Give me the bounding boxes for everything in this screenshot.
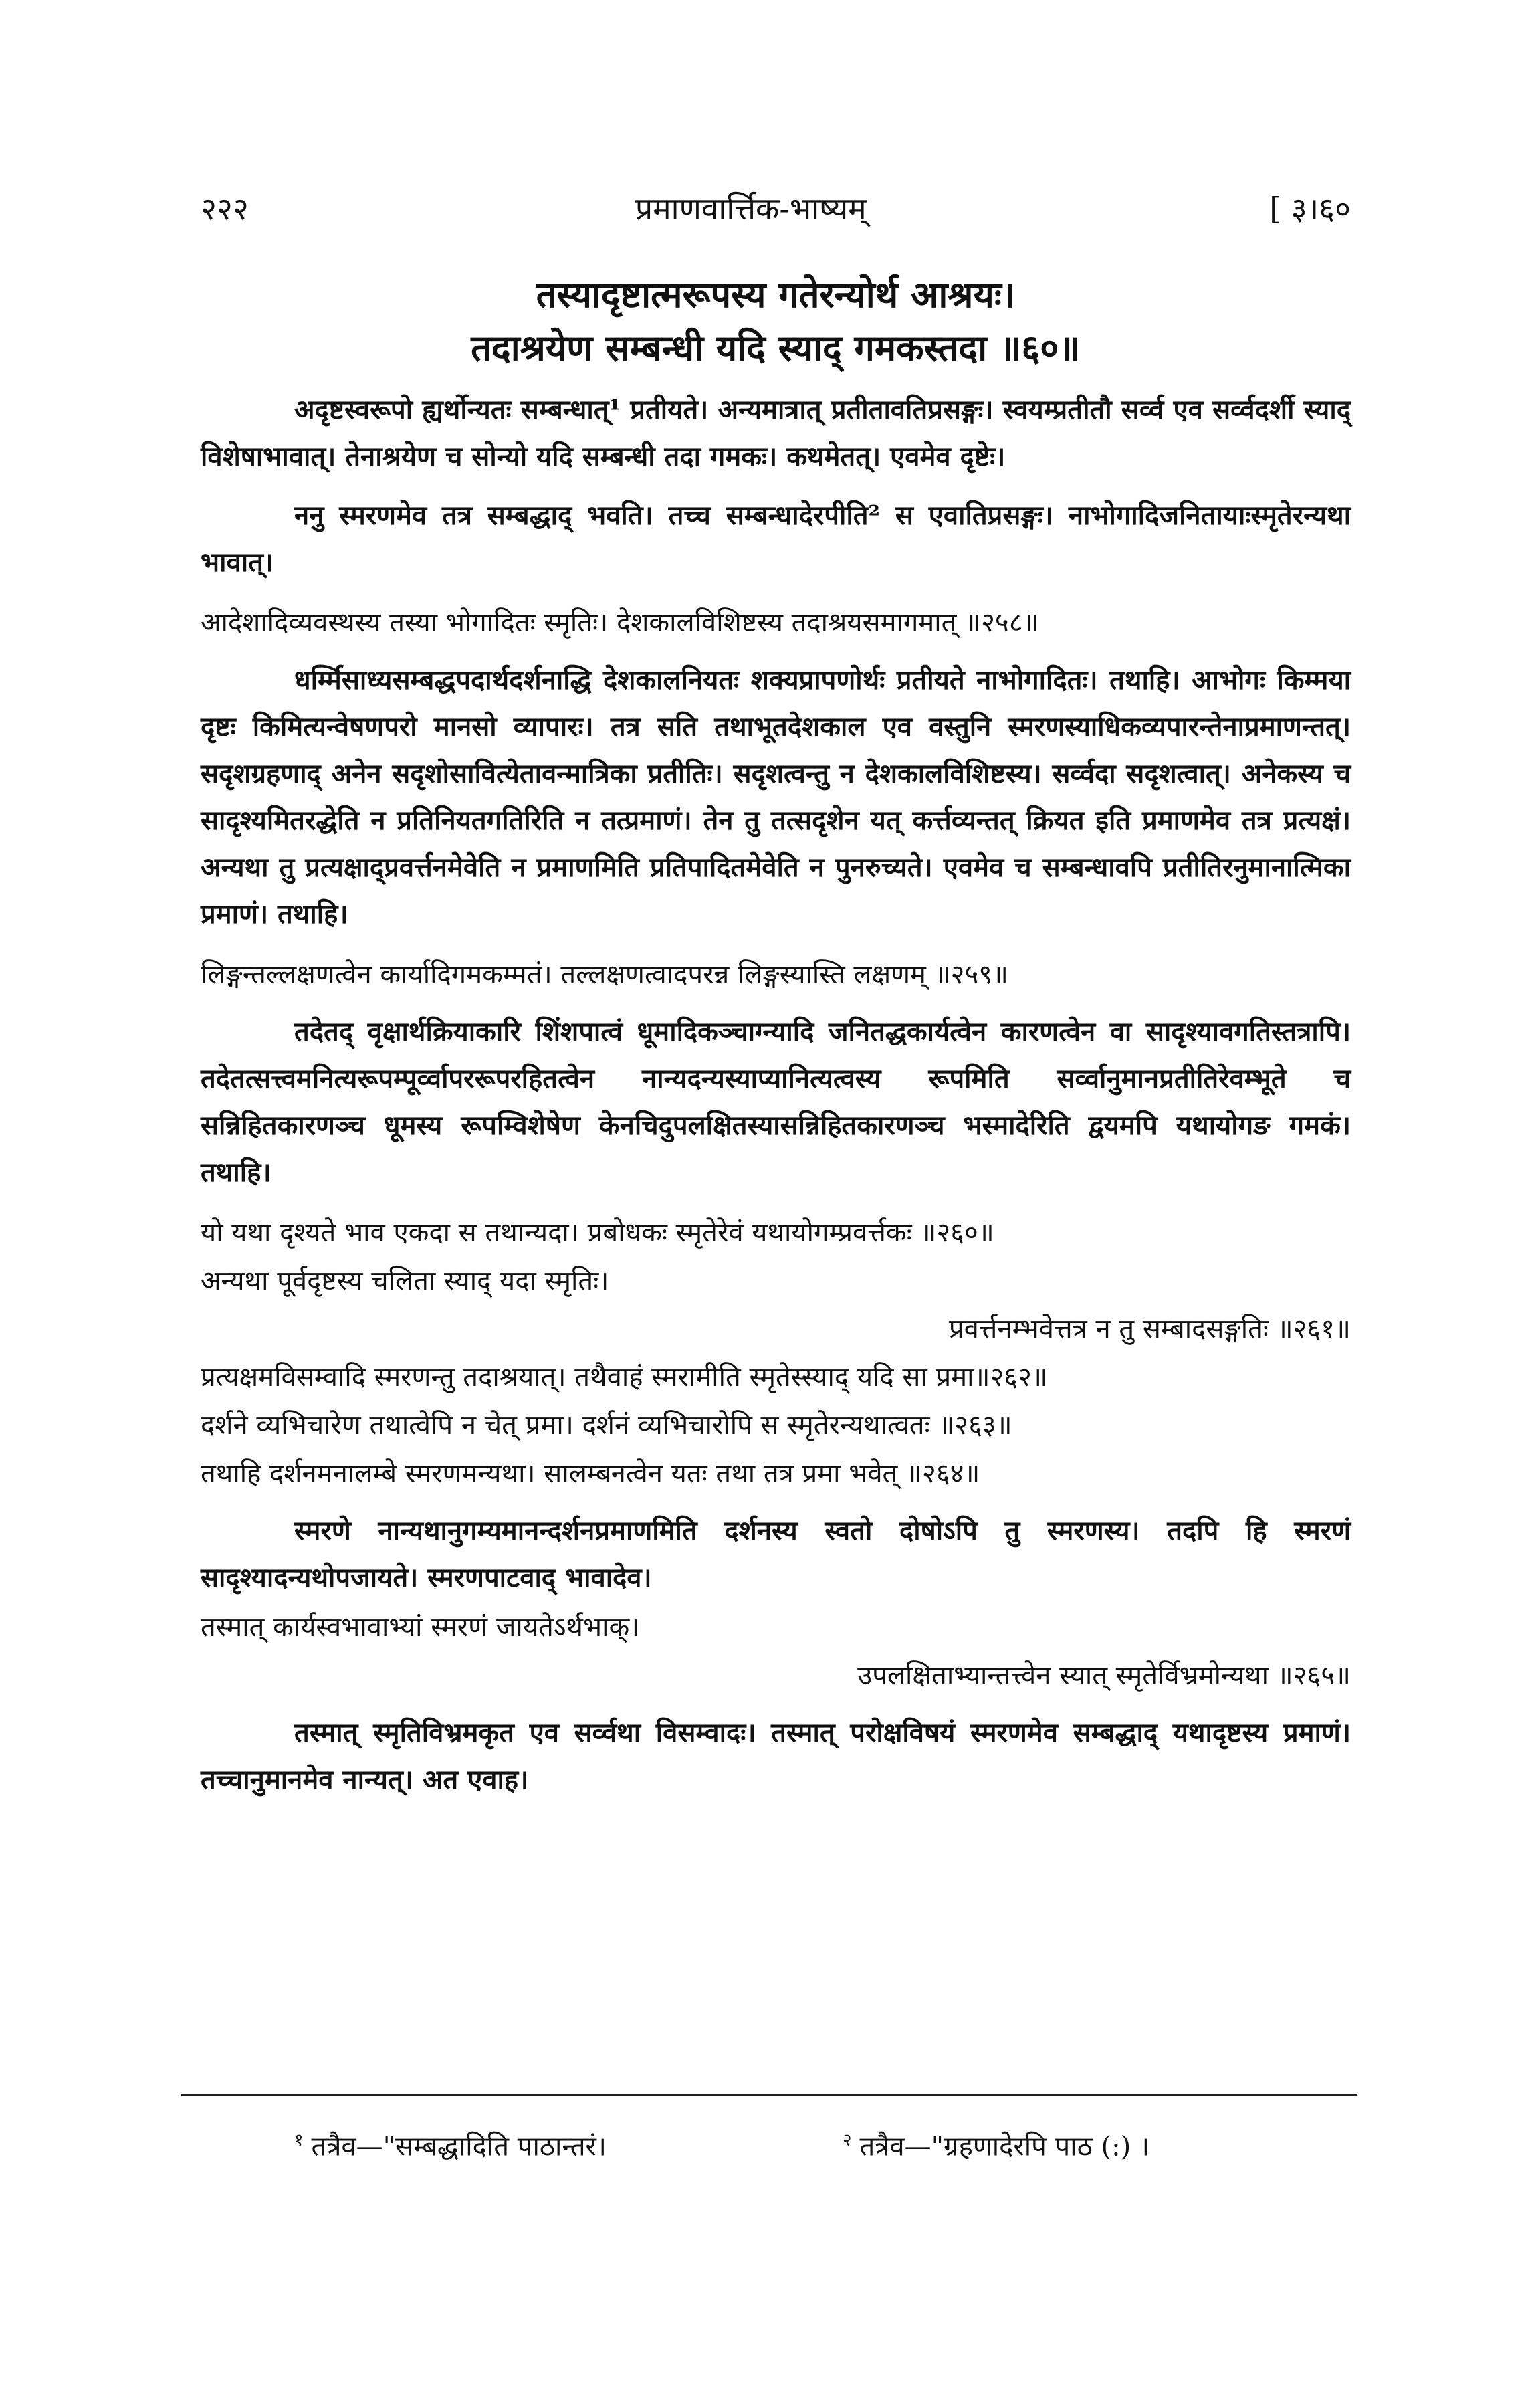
commentary-paragraph: स्मरणे नान्यथानुगम्यमानन्दर्शनप्रमाणमिति दर्शनस्य स्वतो दोषोऽपि तु स्मरणस्य। तदपि हि स्मरणं सादृश्यादन्यथोपजायते। स्मरणपाटवाद् भावादेव। [201,1515,1351,1593]
verse-reference: [ ३।६० [1269,191,1351,227]
footnote-marker: २ [843,2130,852,2150]
main-verse-line-2: तदाश्रयेण सम्बन्धी यदि स्याद् गमकस्तदा ॥६०॥ [471,326,1081,369]
page-header [201,181,1351,234]
commentary-paragraph: तदेतद् वृक्षार्थक्रियाकारि शिंशपात्वं धूमादिकञ्चाग्न्यादि जनितद्धकार्यत्वेन कारणत्वेन वा सादृश्यावगतिस्तत्रापि। तदेतत्सत्त्वमनित्यरूपम्पूर्व्वापररूपरहितत्वेन नान्यदन्यस्याप्यानित्यत्वस्य रूपमिति सर्व्वानुमानप्रतीतिरेवम्भूते च सन्निहितकारणञ्च धूमस्य रूपम्विशेषेण केनचिदुपलक्षितस्यासन्निहितकारणञ्च भस्मादेरिति द्वयमपि यथायोगङ गमकं। तथाहि। [201,1016,1351,1188]
karika-verse: तथाहि दर्शनमनालम्बे स्मरणमन्यथा। सालम्बनत्वेन यतः तथा तत्र प्रमा भवेत् ॥२६४॥ [201,1458,980,1489]
karika-verse: लिङ्गन्तल्लक्षणत्वेन कार्यादिगमकम्मतं। तल्लक्षणत्वादपरन्न लिङ्गस्यास्ति लक्षणम् ॥२५९॥ [201,959,1009,990]
karika-verse: प्रवर्त्तनम्भवेत्तत्र न तु सम्बादसङ्गतिः ॥२६१॥ [948,1314,1351,1344]
running-title: प्रमाणवार्त्तिक-भाष्यम् [635,191,867,227]
karika-verse: उपलक्षिताभ्यान्तत्त्वेन स्यात् स्मृतेर्विभ्रमोन्यथा ॥२६५॥ [857,1660,1351,1691]
footnote-2 [843,2120,1149,2167]
footnote-marker: १ [294,2130,304,2150]
karika-verse: अन्यथा पूर्वदृष्टस्य चलिता स्याद् यदा स्मृतिः। [201,1266,609,1296]
commentary-paragraph: तस्मात् स्मृतिविभ्रमकृत एव सर्व्वथा विसम्वादः। तस्मात् परोक्षविषयं स्मरणमेव सम्बद्धाद् यथादृष्टस्य प्रमाणं। तच्चानुमानमेव नान्यत्। अत एवाह। [201,1717,1351,1795]
footnote-text: तत्रैव—"सम्बद्धादिति पाठान्तरं। [311,2131,607,2163]
karika-verse: यो यथा दृश्यते भाव एकदा स तथान्यदा। प्रबोधकः स्मृतेरेवं यथायोगम्प्रवर्त्तकः ॥२६०॥ [201,1217,994,1248]
footnote-1 [294,2120,607,2167]
footnote-divider [181,2094,1357,2096]
commentary-paragraph: अदृष्टस्वरूपो ह्यर्थोन्यतः सम्बन्धात्¹ प्रतीयते। अन्यमात्रात् प्रतीतावतिप्रसङ्गः। स्वयम्प्रतीतौ सर्व्व एव सर्व्वदर्शी स्याद् विशेषाभावात्। तेनाश्रयेण च सोन्यो यदि सम्बन्धी तदा गमकः। कथमेतत्। एवमेव दृष्टेः। [201,394,1351,472]
karika-verse: तस्मात् कार्यस्वभावाभ्यां स्मरणं जायतेऽर्थभाक्। [201,1612,640,1643]
footnote-text: तत्रैव—"ग्रहणादेरपि पाठ (:) । [859,2131,1150,2163]
commentary-paragraph: धर्म्मिसाध्यसम्बद्धपदार्थदर्शनाद्धि देशकालनियतः शक्यप्रापणोर्थः प्रतीयते नाभोगादितः। तथाहि। आभोगः किम्मया दृष्टः किमित्यन्वेषणपरो मानसो व्यापारः। तत्र सति तथाभूतदेशकाल एव वस्तुनि स्मरणस्याधिकव्यपारन्तेनाप्रमाणन्तत्। सदृशग्रहणाद् अनेन सदृशोसावित्येतावन्मात्रिका प्रतीतिः। सदृशत्वन्तु न देशकालविशिष्टस्य। सर्व्वदा सदृशत्वात्। अनेकस्य च सादृश्यमितरद्धेति न प्रतिनियतगतिरिति न तत्प्रमाणं। तेन तु तत्सदृशेन यत् कर्त्तव्यन्तत् क्रियत इति प्रमाणमेव तत्र प्रत्यक्षं। अन्यथा तु प्रत्यक्षाद्‌प्रवर्त्तनमेवेति न प्रमाणमिति प्रतिपादितमेवेति न पुनरुच्यते। एवमेव च सम्बन्धावपि प्रतीतिरनुमानात्मिका प्रमाणं। तथाहि। [201,664,1351,930]
karika-verse: दर्शने व्यभिचारेण तथात्वेपि न चेत् प्रमा। दर्शनं व्यभिचारोपि स स्मृतेरन्यथात्वतः ॥२६३॥ [201,1410,1012,1441]
page-number: २२२ [201,191,249,227]
page-body [201,268,1351,1803]
commentary-paragraph: ननु स्मरणमेव तत्र सम्बद्धाद् भवति। तच्च सम्बन्धादेरपीति² स एवातिप्रसङ्गः। नाभोगादिजनितायाःस्मृतेरन्यथा भावात्। [201,500,1351,578]
main-verse-line-1: तस्यादृष्टात्मरूपस्य गतेरन्योर्थ आश्रयः। [536,273,1016,316]
karika-verse: प्रत्यक्षमविसम्वादि स्मरणन्तु तदाश्रयात्। तथैवाहं स्मरामीति स्मृतेस्स्याद् यदि सा प्रमा॥२६२॥ [201,1362,1048,1393]
karika-verse: आदेशादिव्यवस्थस्य तस्या भोगादितः स्मृतिः। देशकालविशिष्टस्य तदाश्रयसमागमात् ॥२५८॥ [201,607,1039,638]
